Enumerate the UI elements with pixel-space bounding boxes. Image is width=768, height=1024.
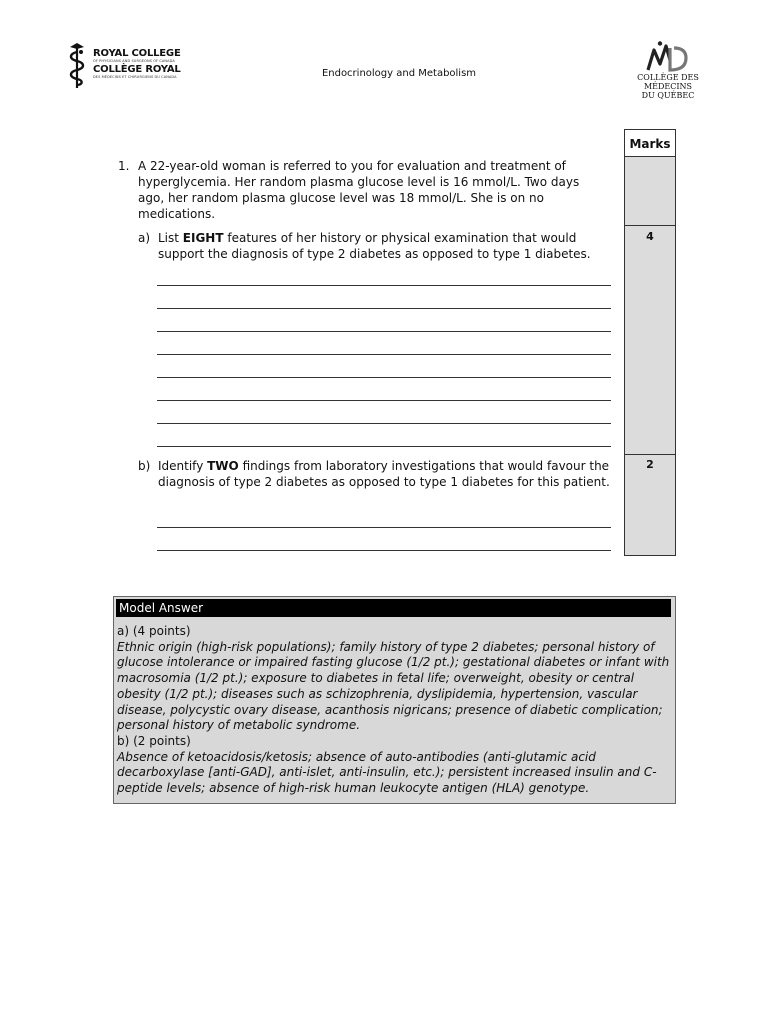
model-answer-b-text: Absence of ketoacidosis/ketosis; absence of auto-antibodies (anti-glutamic acid decarboxylase [anti-GAD], anti-islet, anti-insulin, etc.); persistent increased insulin and C-peptide levels; absence of high-risk human leukocyte antigen (HLA) genotype. [117, 749, 657, 796]
part-a-count: EIGHT [182, 231, 224, 245]
question-number: 1. [118, 159, 130, 173]
part-a-prompt-end: features of her history or physical examination that would support the diagnosis of type 2 diabetes as opposed to type 1 diabetes. [158, 231, 591, 261]
rod-of-asclepius-icon [66, 40, 88, 90]
part-a-prompt [158, 230, 618, 262]
royal-college-name-fr: COLLÈGE ROYAL [93, 64, 181, 75]
answer-line [157, 550, 611, 551]
part-a-letter: a) [138, 231, 151, 245]
model-answer-header: Model Answer [116, 599, 671, 617]
part-b-prompt-end: findings from laboratory investigations that would favour the diagnosis of type 2 diabetes as opposed to type 1 diabetes for this patient. [158, 459, 610, 489]
answer-line [157, 446, 611, 447]
marks-divider [625, 225, 675, 226]
royal-college-subtitle-fr: DES MÉDECINS ET CHIRURGIENS DU CANADA [93, 75, 177, 79]
cmq-emblem-icon [646, 40, 690, 72]
marks-divider [625, 156, 675, 157]
answer-line [157, 377, 611, 378]
cmq-logo [613, 40, 723, 100]
answer-line [157, 285, 611, 286]
model-answer-b-label: b) (2 points) [117, 733, 191, 748]
answer-line [157, 331, 611, 332]
answer-line [157, 527, 611, 528]
cmq-name-line2: DU QUÉBEC [641, 91, 695, 100]
page-header-title: Endocrinology and Metabolism [321, 68, 477, 79]
part-b-count: TWO [207, 459, 239, 473]
model-answer-body [117, 624, 670, 797]
question-stem: A 22-year-old woman is referred to you for evaluation and treatment of hyperglycemia. Her random plasma glucose level is 16 mmol/L. Two days ago, her random plasma glucose level was 18 mmol/L. She is on no medications. [138, 159, 580, 221]
part-a-prompt-start: List [158, 231, 183, 245]
model-answer-a-label: a) (4 points) [117, 624, 191, 638]
model-answer-box [113, 596, 676, 804]
part-b-prompt [158, 458, 618, 490]
answer-line [157, 308, 611, 309]
cmq-name-line1: COLLÈGE DES MÉDECINS [637, 73, 699, 91]
royal-college-subtitle-en: OF PHYSICIANS AND SURGEONS OF CANADA [93, 59, 175, 63]
marks-part-b: 2 [646, 458, 654, 471]
answer-line [157, 400, 611, 401]
royal-college-name-en: ROYAL COLLEGE [93, 48, 181, 59]
marks-part-a: 4 [646, 230, 654, 243]
answer-line [157, 354, 611, 355]
model-answer-a-text: Ethnic origin (high-risk populations); family history of type 2 diabetes; personal history of glucose intolerance or impaired fasting glucose (1/2 pt.); gestational diabetes or infant with macrosomia (1/2 pt.); exposure to diabetes in fetal life; overweight, obesity or central obesity (1/2 pt.); diseases such as schizophrenia, dyslipidemia, hypertension, vascular disease, polycystic ovary disease, acanthosis nigricans; presence of diabetic complication; personal history of metabolic syndrome. [117, 639, 670, 733]
part-b-prompt-start: Identify [158, 459, 208, 473]
marks-column [624, 129, 676, 556]
marks-header: Marks [625, 130, 675, 156]
answer-line [157, 423, 611, 424]
royal-college-logo [66, 40, 188, 90]
marks-divider [625, 454, 675, 455]
part-b-letter: b) [138, 459, 151, 473]
